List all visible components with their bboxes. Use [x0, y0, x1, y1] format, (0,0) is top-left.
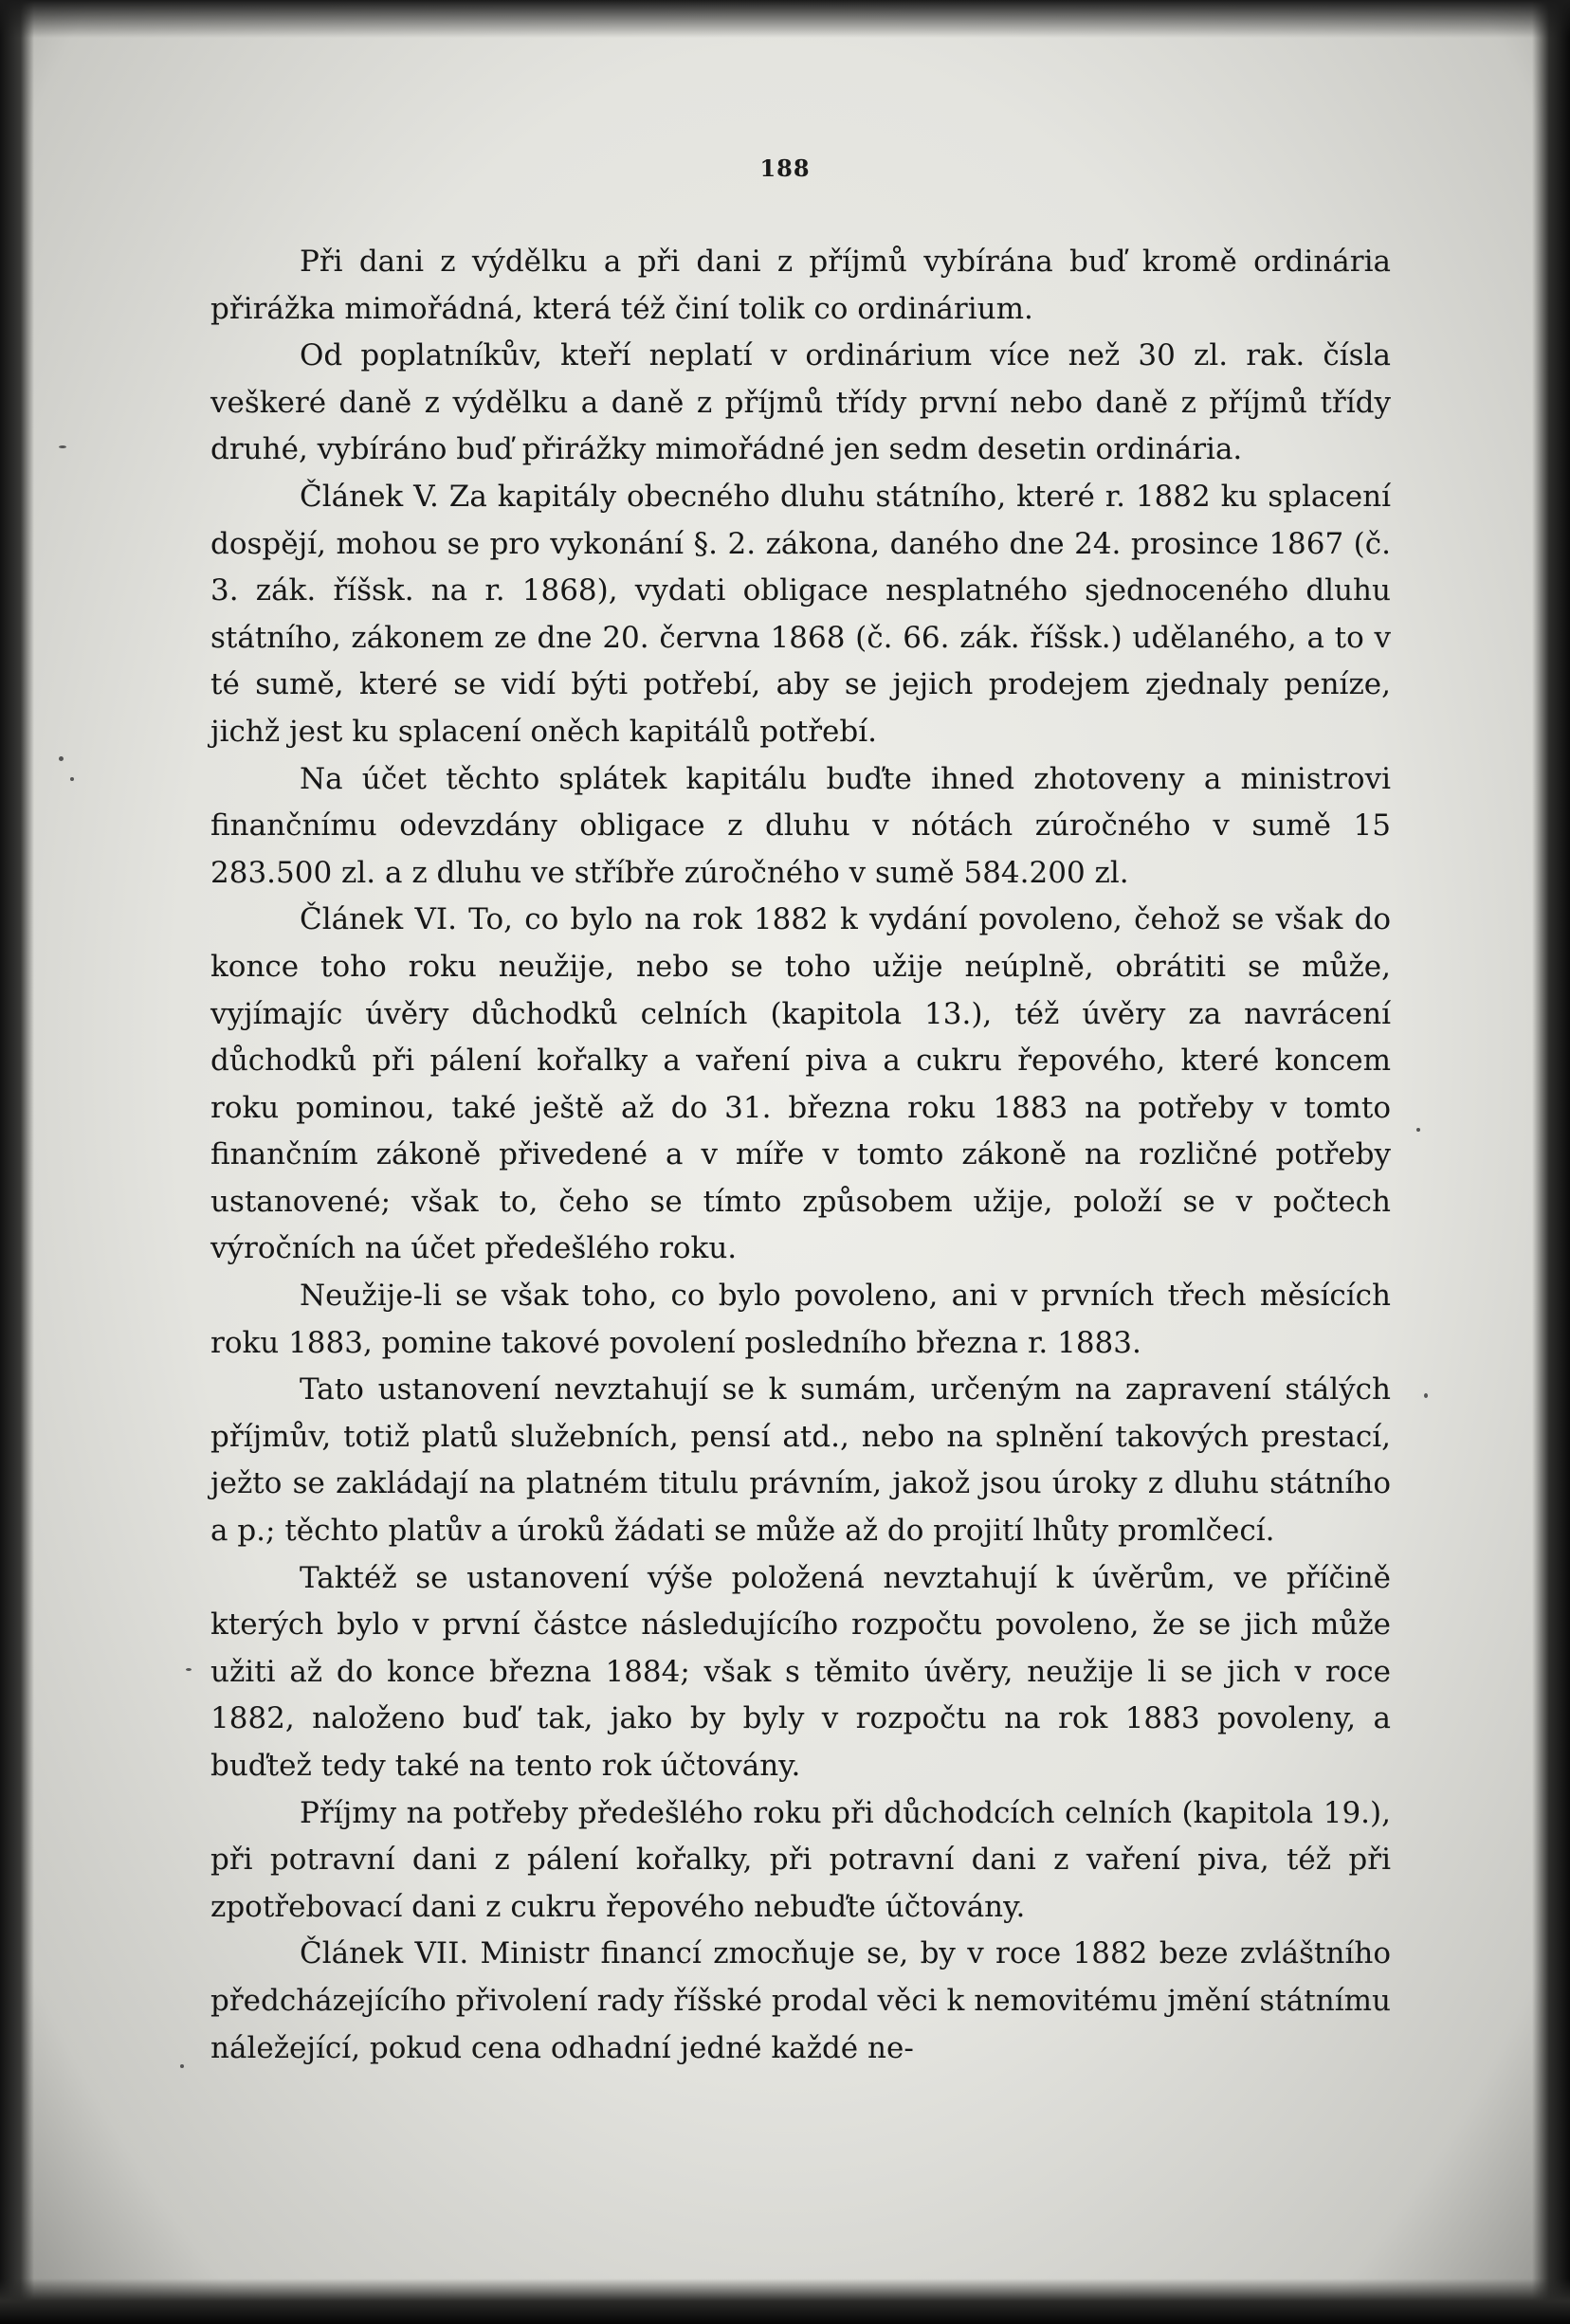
paragraph-clanek-v: Článek V. Za kapitály obecného dluhu státního, které r. 1882 ku splacení dospějí, mohou se pro vykonání §. 2. zákona, daného dne 24. prosince 1867 (č. 3. zák. říšsk. na r. 1868), vydati obligace nesplatného sjednoceného dluhu státního, zákonem ze dne 20. června 1868 (č. 66. zák. říšsk.) udělaného, a to v té sumě, které se vidí býti potřebí, aby se jejich prodejem zjednaly peníze, jichž jest ku splacení oněch kapitálů potřebí.	[210, 479, 1391, 749]
body-text	[210, 239, 1391, 2072]
scan-speck	[59, 445, 66, 448]
paragraph-clanek-vii: Článek VII. Ministr financí zmocňuje se, by v roce 1882 beze zvláštního předcházejícího přivolení rady říšské prodal věci k nemovitému jmění státnímu náležející, pokud cena odhadní jedné každé ne-	[210, 1936, 1391, 2065]
paragraph: Taktéž se ustanovení výše položená nevztahují k úvěrům, ve příčině kterých bylo v první částce následujícího rozpočtu povoleno, že se jich může užiti až do konce března 1884; však s těmito úvěry, neužije li se jich v roce 1882, naloženo buď tak, jako by byly v rozpočtu na rok 1883 povoleny, a buďtež tedy také na tento rok účtovány.	[210, 1560, 1391, 1783]
scan-speck	[70, 777, 74, 781]
paragraph: Tato ustanovení nevztahují se k sumám, určeným na zapravení stálých příjmův, totiž platů služebních, pensí atd., nebo na splnění takových prestací, ježto se zakládají na platném titulu právním, jakož jsou úroky z dluhu státního a p.; těchto platův a úroků žádati se může až do projití lhůty promlčecí.	[210, 1372, 1391, 1549]
paragraph: Neužije-li se však toho, co bylo povoleno, ani v prvních třech měsících roku 1883, pomine takové povolení posledního března r. 1883.	[210, 1279, 1391, 1360]
page-edge-left	[0, 0, 34, 2324]
page-edge-right	[1532, 0, 1570, 2324]
page-edge-bottom	[0, 2279, 1570, 2324]
paragraph: Příjmy na potřeby předešlého roku při důchodcích celních (kapitola 19.), při potravní dani z pálení kořalky, při potravní dani z vaření piva, též při zpotřebovací dani z cukru řepového nebuďte účtovány.	[210, 1795, 1391, 1924]
scan-speck	[1424, 1393, 1428, 1398]
page-edge-top	[0, 0, 1570, 38]
page-number: 188	[759, 154, 811, 182]
scan-speck	[1416, 1128, 1420, 1132]
scan-speck	[59, 756, 64, 761]
paragraph: Na účet těchto splátek kapitálu buďte ihned zhotoveny a ministrovi finančnímu odevzdány obligace z dluhu v nótách zúročného v sumě 15 283.500 zl. a z dluhu ve stříbře zúročného v sumě 584.200 zl.	[210, 761, 1391, 890]
scan-speck	[186, 1668, 192, 1671]
scan-speck	[180, 2064, 184, 2068]
paragraph: Při dani z výdělku a při dani z příjmů vybírána buď kromě ordinária přirážka mimořádná, která též činí tolik co ordinárium.	[210, 245, 1391, 326]
paragraph-clanek-vi: Článek VI. To, co bylo na rok 1882 k vydání povoleno, čehož se však do konce toho roku neužije, nebo se toho užije neúplně, obrátiti se může, vyjímajíc úvěry důchodků celních (kapitola 13.), též úvěry za navrácení důchodků při pálení kořalky a vaření piva a cukru řepového, které koncem roku pominou, také ještě až do 31. března roku 1883 na potřeby v tomto finančním zákoně přivedené a v míře v tomto zákoně na rozličné potřeby ustanovené; však to, čeho se tímto způsobem užije, položí se v počtech výročních na účet předešlého roku.	[210, 902, 1391, 1266]
paragraph: Od poplatníkův, kteří neplatí v ordinárium více než 30 zl. rak. čísla veškeré daně z výdělku a daně z příjmů třídy první nebo daně z příjmů třídy druhé, vybíráno buď přirážky mimořádné jen sedm desetin ordinária.	[210, 338, 1391, 467]
